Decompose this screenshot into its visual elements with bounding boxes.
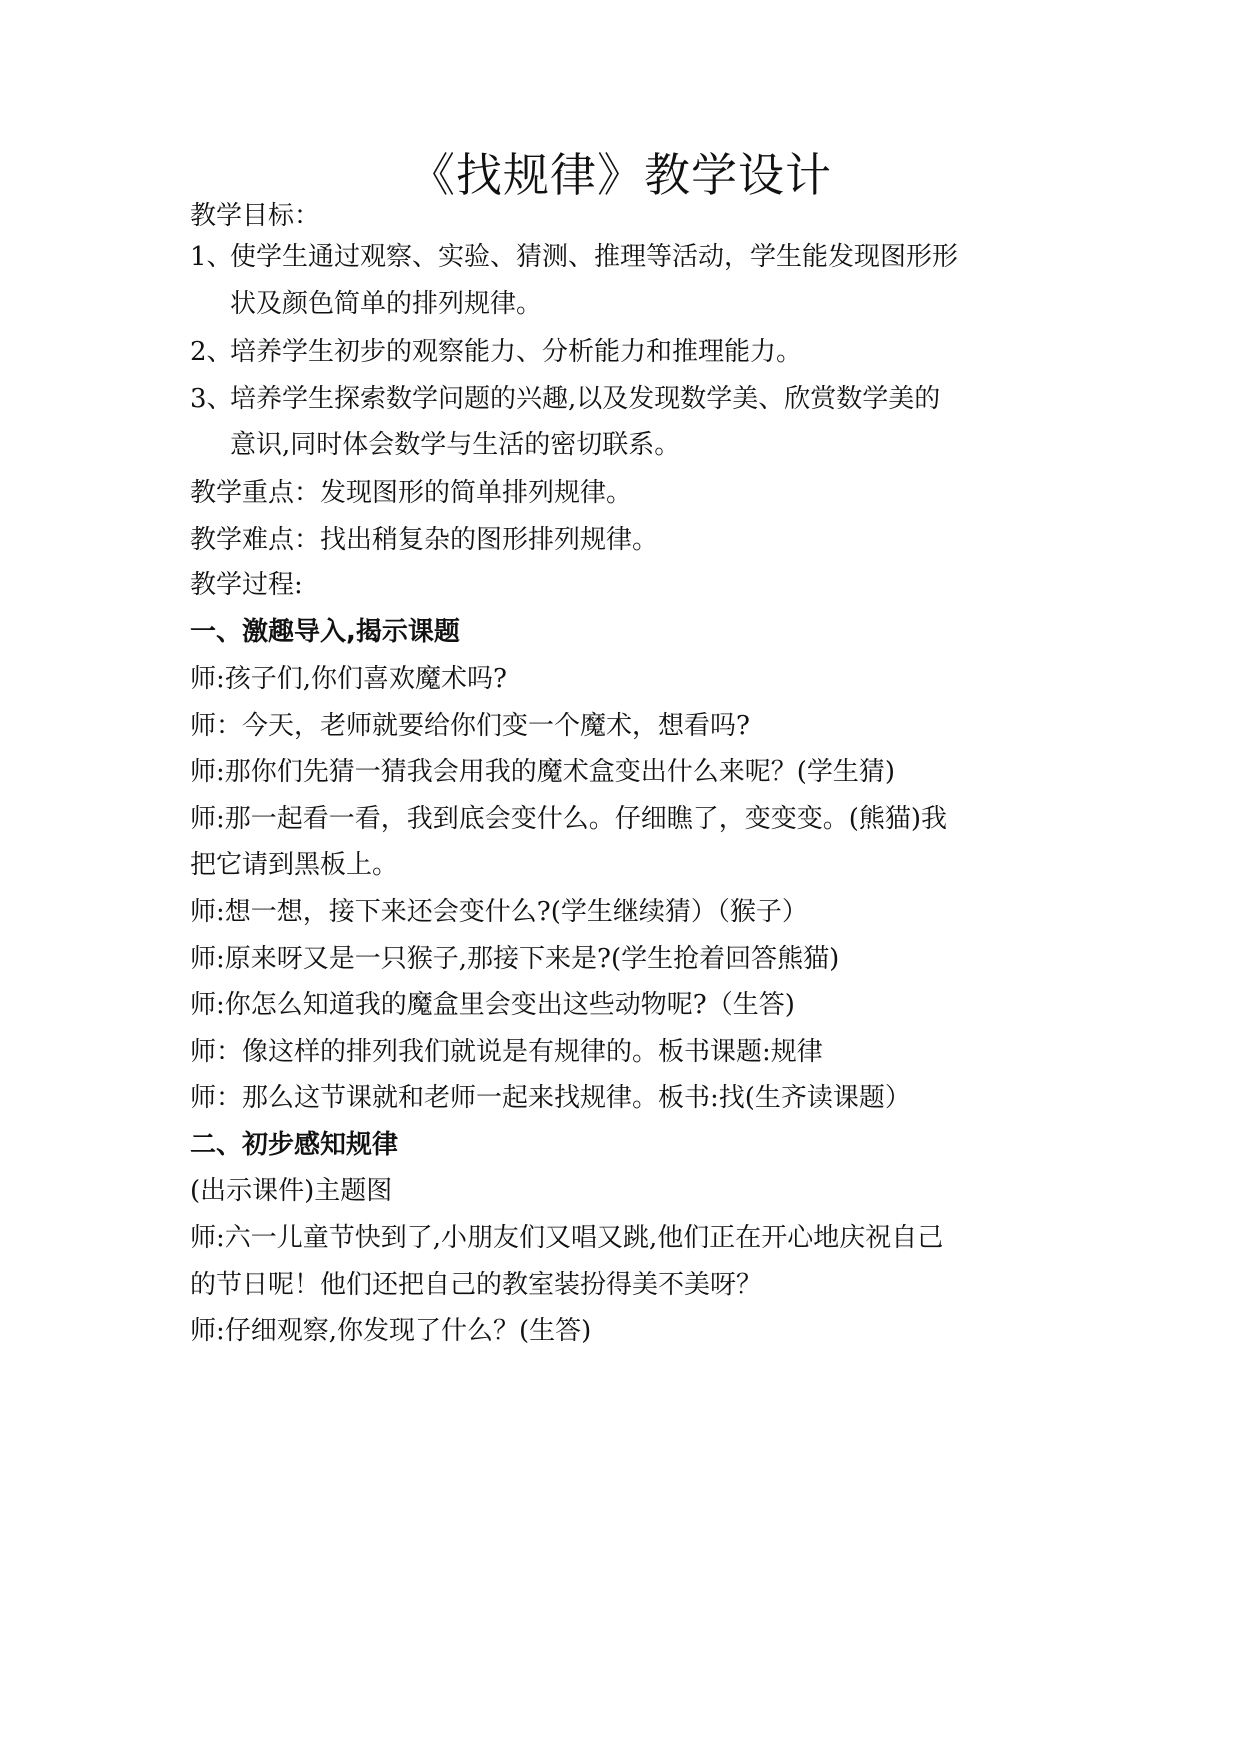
objective-text: 使学生通过观察、实验、猜测、推理等活动，学生能发现图形形	[230, 242, 959, 272]
objective-number: 3、	[190, 384, 233, 414]
objective-item-3	[190, 379, 1070, 419]
document-title: 《找规律》教学设计	[409, 148, 832, 202]
section-heading-1: 一、激趣导入,揭示课题	[190, 617, 460, 647]
objective-item-2	[190, 332, 1070, 372]
key-point: 教学重点：发现图形的简单排列规律。	[190, 478, 633, 508]
difficult-point: 教学难点：找出稍复杂的图形排列规律。	[190, 525, 659, 555]
objectives-label: 教学目标：	[190, 201, 321, 231]
section1-line: 师:原来呀又是一只猴子,那接下来是?(学生抢着回答熊猫)	[190, 944, 840, 974]
section2-line: 师:六一儿童节快到了,小朋友们又唱又跳,他们正在开心地庆祝自己	[190, 1223, 944, 1253]
section1-line: 把它请到黑板上。	[190, 850, 399, 880]
section1-line: 师:孩子们,你们喜欢魔术吗?	[190, 664, 507, 694]
section2-line: (出示课件)主题图	[190, 1176, 393, 1206]
section1-line: 师:那一起看一看，我到底会变什么。仔细瞧了，变变变。(熊猫)我	[190, 804, 948, 834]
objective-number: 1、	[190, 242, 233, 272]
objective-item-1	[190, 237, 1070, 277]
section1-line: 师：像这样的排列我们就说是有规律的。板书课题:规律	[190, 1037, 823, 1067]
section1-line: 师：今天，老师就要给你们变一个魔术，想看吗?	[190, 711, 750, 741]
section2-line: 师:仔细观察,你发现了什么？(生答)	[190, 1316, 592, 1346]
objective-item-3-continued: 意识,同时体会数学与生活的密切联系。	[230, 430, 681, 460]
section1-line: 师:那你们先猜一猜我会用我的魔术盒变出什么来呢？(学生猜)	[190, 757, 896, 787]
section1-line: 师:你怎么知道我的魔盒里会变出这些动物呢?（生答)	[190, 990, 795, 1020]
section-heading-2: 二、初步感知规律	[190, 1130, 399, 1160]
objective-text: 培养学生探索数学问题的兴趣,以及发现数学美、欣赏数学美的	[230, 384, 941, 414]
section2-line: 的节日呢！他们还把自己的教室装扮得美不美呀？	[190, 1270, 763, 1300]
objective-item-1-continued: 状及颜色简单的排列规律。	[230, 289, 543, 319]
objective-number: 2、	[190, 337, 233, 367]
section1-line: 师：那么这节课就和老师一起来找规律。板书:找(生齐读课题）	[190, 1083, 911, 1113]
section1-line: 师:想一想，接下来还会变什么?(学生继续猜）（猴子）	[190, 897, 808, 927]
process-label: 教学过程:	[190, 570, 303, 600]
objective-text: 培养学生初步的观察能力、分析能力和推理能力。	[230, 337, 803, 367]
